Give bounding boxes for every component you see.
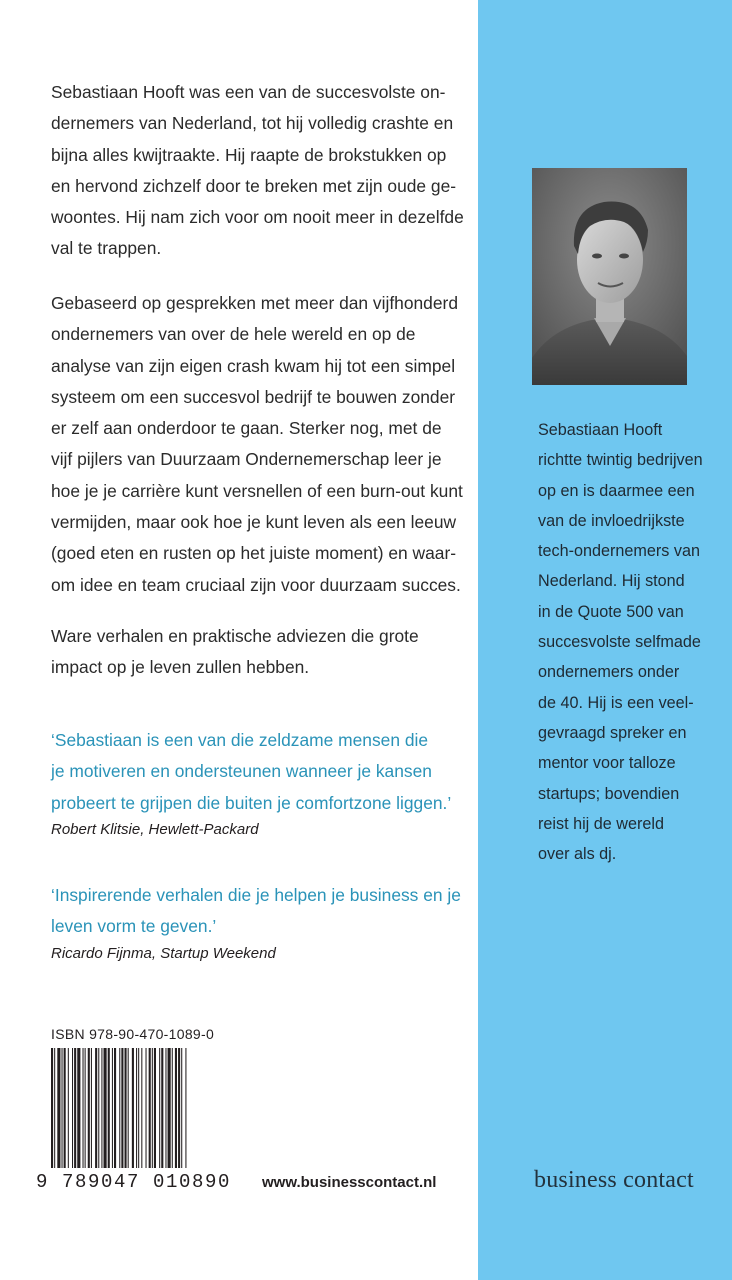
text-line: er zelf aan onderdoor te gaan. Sterker nog, met de	[51, 418, 442, 439]
description-paragraph-1	[51, 77, 464, 265]
text-line: om idee en team cruciaal zijn voor duurzaam succes.	[51, 574, 461, 595]
quote-2	[51, 880, 461, 943]
publisher-website: www.businesscontact.nl	[262, 1174, 437, 1191]
author-bio	[538, 415, 703, 869]
text-line: (goed eten en rusten op het juiste moment) en waar-	[51, 543, 457, 564]
quote-1-attribution: Robert Klitsie, Hewlett-Packard	[51, 821, 259, 838]
text-line: woontes. Hij nam zich voor om nooit meer in dezelfde	[51, 207, 464, 228]
quote-line: probeert te grijpen die buiten je comfortzone liggen.’	[51, 792, 452, 813]
bio-line: gevraagd spreker en	[538, 723, 687, 742]
text-line: Ware verhalen en praktische adviezen die grote	[51, 626, 419, 646]
description-paragraph-3	[51, 621, 419, 684]
bio-line: de 40. Hij is een veel-	[538, 693, 694, 712]
text-line: val te trappen.	[51, 238, 162, 259]
quote-1	[51, 725, 451, 819]
bio-line: over als dj.	[538, 845, 617, 864]
bio-line: tech-ondernemers van	[538, 542, 700, 561]
text-line: vermijden, maar ook hoe je kunt leven als een leeuw	[51, 512, 457, 533]
isbn-label: ISBN 978-90-470-1089-0	[51, 1026, 215, 1042]
bio-line: Sebastiaan Hooft	[538, 421, 663, 439]
text-line: impact op je leven zullen hebben.	[51, 657, 310, 678]
bio-line: van de invloedrijkste	[538, 511, 685, 530]
text-line: en hervond zichzelf door te breken met zijn oude ge-	[51, 175, 457, 196]
text-line: hoe je je carrière kunt versnellen of een burn-out kunt	[51, 480, 463, 501]
text-line: bijna alles kwijtraakte. Hij raapte de brokstukken op	[51, 144, 447, 165]
bio-line: ondernemers onder	[538, 663, 680, 682]
bio-line: op en is daarmee een	[538, 481, 695, 500]
bio-line: Nederland. Hij stond	[538, 572, 685, 591]
text-line: vijf pijlers van Duurzaam Ondernemerschap leer je	[51, 449, 442, 470]
quote-line: ‘Inspirerende verhalen die je helpen je business en je	[51, 885, 461, 905]
bio-line: succesvolste selfmade	[538, 633, 701, 652]
text-line: ondernemers van over de hele wereld en op de	[51, 324, 416, 345]
quote-line: leven vorm te geven.’	[51, 916, 217, 937]
text-line: Gebaseerd op gesprekken met meer dan vijfhonderd	[51, 293, 458, 313]
bio-line: reist hij de wereld	[538, 814, 664, 833]
bio-line: mentor voor talloze	[538, 754, 676, 773]
barcode	[50, 1048, 230, 1168]
bio-line: richtte twintig bedrijven	[538, 451, 703, 470]
quote-2-attribution: Ricardo Fijnma, Startup Weekend	[51, 945, 276, 962]
quote-line: ‘Sebastiaan is een van die zeldzame mensen die	[51, 730, 429, 750]
text-line: Sebastiaan Hooft was een van de succesvolste on-	[51, 82, 446, 102]
author-photo	[532, 168, 687, 385]
bio-line: startups; bovendien	[538, 784, 680, 803]
bio-line: in de Quote 500 van	[538, 602, 684, 621]
barcode-number: 9 789047 010890	[36, 1171, 232, 1193]
text-line: systeem om een succesvol bedrijf te bouwen zonder	[51, 386, 456, 407]
text-line: dernemers van Nederland, tot hij volledig crashte en	[51, 113, 454, 134]
publisher-logo: business contact	[534, 1167, 694, 1193]
quote-line: je motiveren en ondersteunen wanneer je kansen	[51, 761, 432, 782]
text-line: analyse van zijn eigen crash kwam hij tot een simpel	[51, 355, 456, 376]
description-paragraph-2	[51, 288, 463, 601]
